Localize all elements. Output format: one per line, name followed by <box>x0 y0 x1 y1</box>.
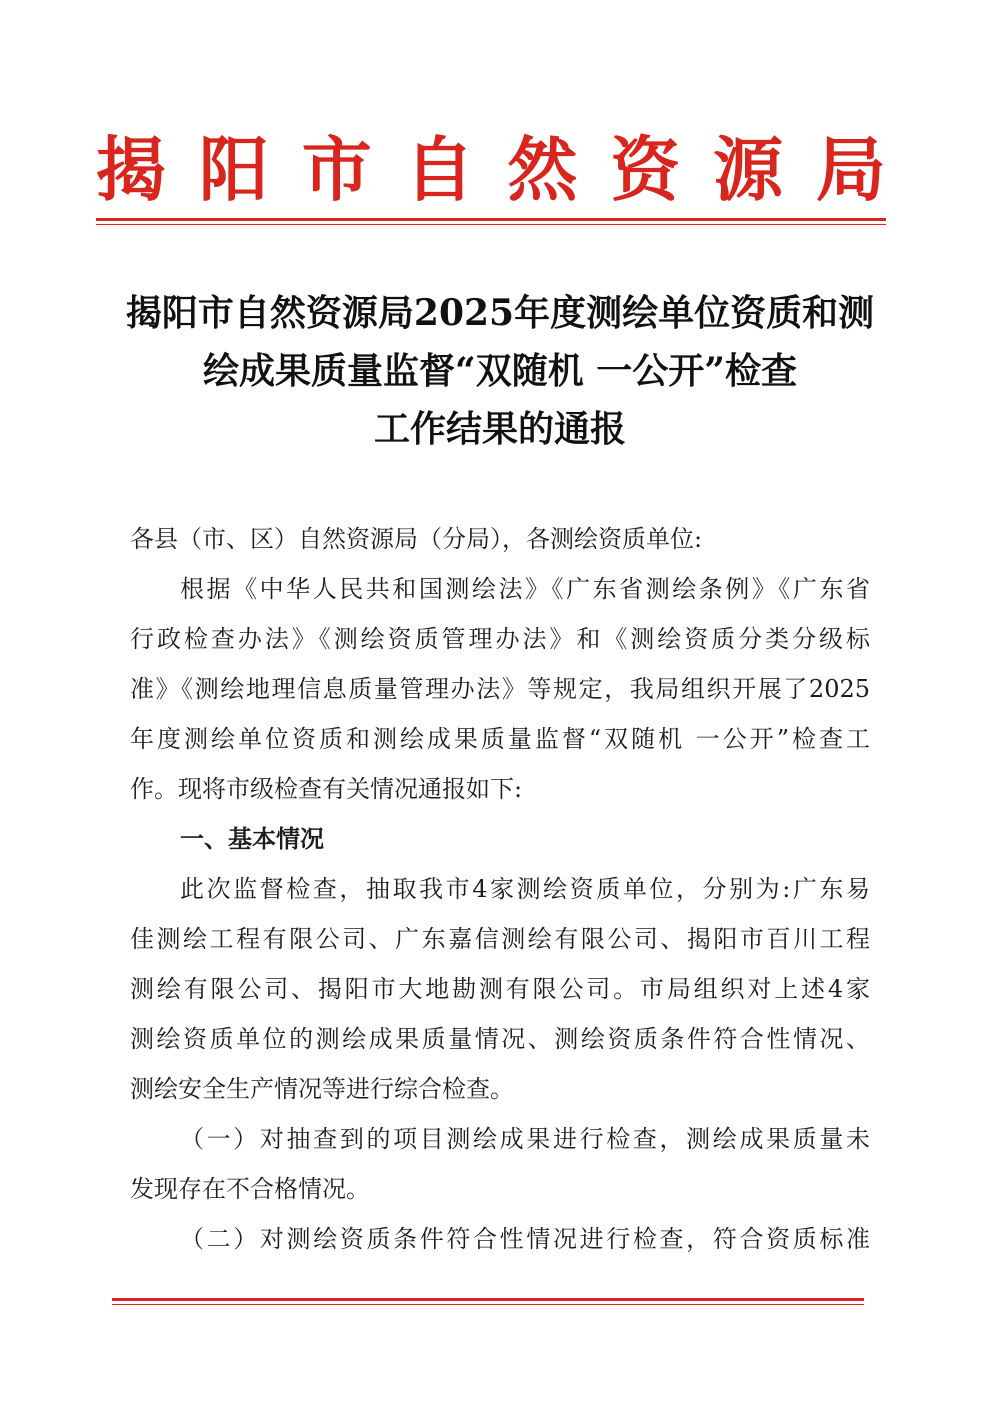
title-line: 工作结果的通报 <box>373 408 626 450</box>
footer-red-rule <box>112 1298 864 1308</box>
paragraph-line: 发现存在不合格情况。 <box>130 1175 370 1203</box>
paragraph-line: 根据《中华人民共和国测绘法》《广东省测绘条例》《广东省 <box>180 575 870 603</box>
masthead-char: 局 <box>815 128 886 211</box>
masthead-char: 阳 <box>198 128 269 211</box>
masthead-char: 揭 <box>96 128 166 211</box>
paragraph-line: 佳测绘工程有限公司、广东嘉信测绘有限公司、揭阳市百川工程 <box>130 925 870 953</box>
title-line: 揭阳市自然资源局2025年度测绘单位资质和测 <box>125 292 875 334</box>
paragraph-line: 测绘有限公司、揭阳市大地勘测有限公司。市局组织对上述4家 <box>130 975 870 1003</box>
masthead-char: 资 <box>610 128 681 211</box>
paragraph-line: （一）对抽查到的项目测绘成果进行检查，测绘成果质量未 <box>180 1125 870 1153</box>
masthead-char: 然 <box>507 128 578 211</box>
masthead-char: 市 <box>301 128 372 211</box>
masthead-char: 源 <box>713 128 784 211</box>
paragraph-line: 此次监督检查，抽取我市4家测绘资质单位，分别为:广东易 <box>180 875 870 903</box>
paragraph-line: 行政检查办法》《测绘资质管理办法》和《测绘资质分类分级标 <box>130 625 870 653</box>
paragraph-line: 作。现将市级检查有关情况通报如下: <box>130 775 523 803</box>
masthead-char: 自 <box>404 128 475 211</box>
paragraph-line: 测绘安全生产情况等进行综合检查。 <box>130 1075 514 1103</box>
document-body <box>130 514 870 1264</box>
section-heading: 一、基本情况 <box>180 825 324 853</box>
masthead-red-rule <box>96 218 886 228</box>
document-title <box>100 284 900 458</box>
paragraph-line: （二）对测绘资质条件符合性情况进行检查，符合资质标准 <box>180 1225 870 1253</box>
title-line: 绘成果质量监督“双随机 一公开”检查 <box>203 350 797 392</box>
paragraph-line: 测绘资质单位的测绘成果质量情况、测绘资质条件符合性情况、 <box>130 1025 870 1053</box>
masthead-title <box>96 128 886 212</box>
paragraph-line: 准》《测绘地理信息质量管理办法》等规定，我局组织开展了2025 <box>130 675 870 703</box>
salutation: 各县（市、区）自然资源局（分局），各测绘资质单位: <box>130 525 703 553</box>
paragraph-line: 年度测绘单位资质和测绘成果质量监督“双随机 一公开”检查工 <box>130 725 870 753</box>
